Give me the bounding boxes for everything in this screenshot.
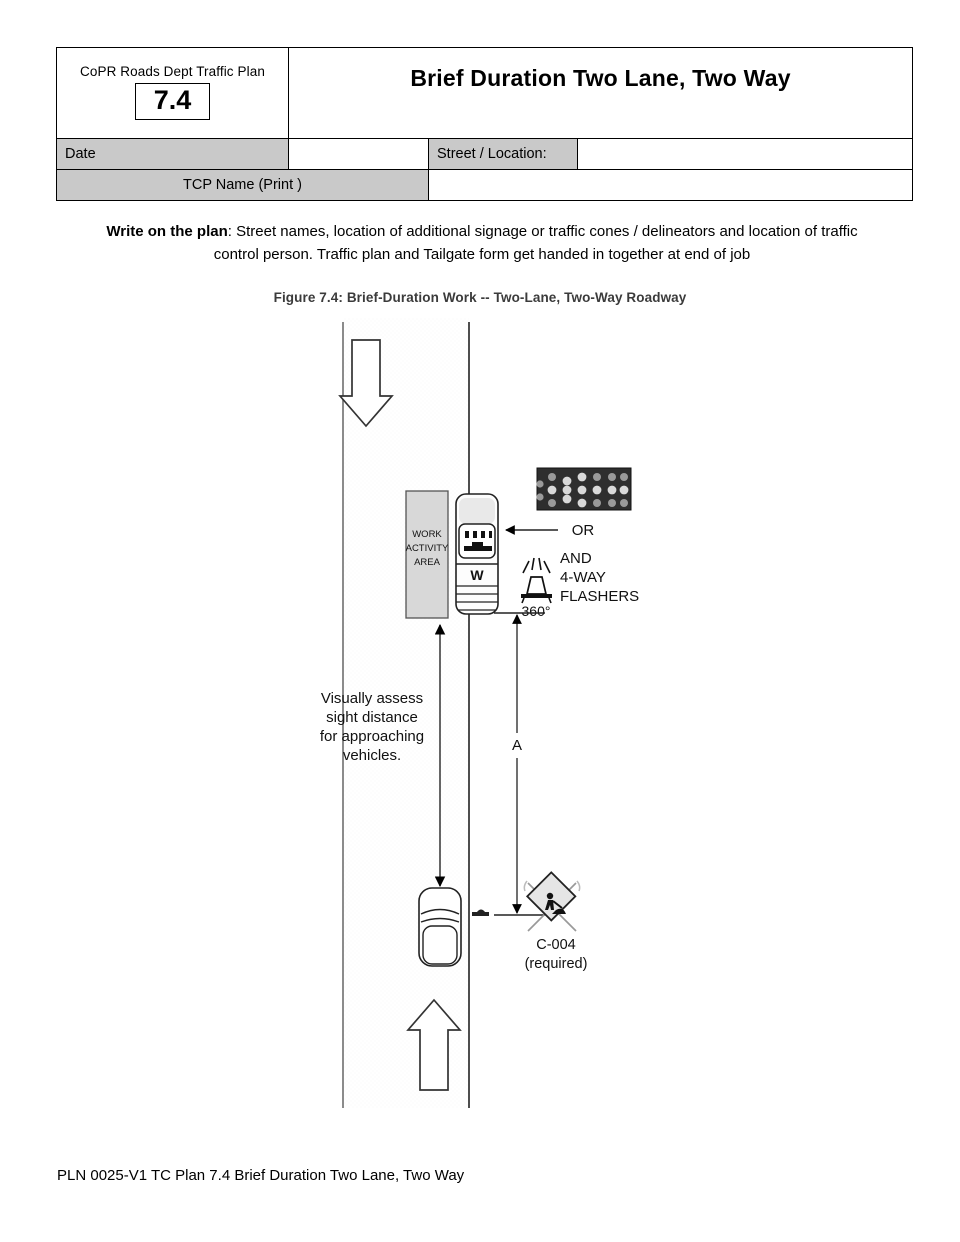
work-area-label-line1: WORK xyxy=(412,529,442,540)
header-date-row xyxy=(57,139,913,170)
work-activity-area xyxy=(406,491,449,618)
date-field[interactable] xyxy=(289,139,429,170)
header-tcp-row xyxy=(57,170,913,201)
sight-note-line2: sight distance xyxy=(326,709,418,726)
instructions-paragraph xyxy=(72,220,892,267)
page-title: Brief Duration Two Lane, Two Way xyxy=(410,65,791,91)
work-area-label-line2: ACTIVITY xyxy=(405,543,449,554)
pavement-marker-icon xyxy=(472,910,489,917)
sight-note-line1: Visually assess xyxy=(320,690,424,707)
instructions-bold-lead: Write on the plan xyxy=(106,223,228,240)
sight-note-line3: for approaching xyxy=(319,728,425,745)
traffic-control-diagram xyxy=(0,318,960,1118)
tcp-name-field[interactable] xyxy=(429,170,913,201)
tcp-name-label: TCP Name (Print ) xyxy=(57,170,429,201)
street-location-group xyxy=(429,139,913,170)
flashers-label-line2: FLASHERS xyxy=(560,588,640,605)
beacon-360-icon xyxy=(521,558,552,603)
plan-header-table xyxy=(56,47,913,201)
plan-caption: CoPR Roads Dept Traffic Plan xyxy=(80,64,265,80)
and-label: AND xyxy=(560,550,592,567)
figure-caption: Figure 7.4: Brief-Duration Work -- Two-Lane, Two-Way Roadway xyxy=(273,290,687,305)
c004-sign xyxy=(524,872,579,931)
plan-number: 7.4 xyxy=(135,83,211,120)
arrow-board-panel xyxy=(536,468,631,510)
plan-title-cell xyxy=(289,48,913,139)
flashers-label-line1: 4-WAY xyxy=(560,569,606,586)
street-location-field[interactable] xyxy=(578,139,913,169)
instructions-line-2: control person. Traffic plan and Tailgate form get handed in together at end of job xyxy=(213,246,751,264)
approaching-vehicle xyxy=(419,888,461,966)
truck-marking-label: W xyxy=(470,567,484,583)
header-title-row xyxy=(57,48,913,139)
street-location-label: Street / Location: xyxy=(429,139,578,169)
dimension-a xyxy=(494,613,545,915)
c004-sign-required: (required) xyxy=(524,956,588,972)
document-footer: PLN 0025-V1 TC Plan 7.4 Brief Duration Two Lane, Two Way xyxy=(57,1167,465,1184)
sight-note-line4: vehicles. xyxy=(342,747,402,764)
date-label: Date xyxy=(57,139,289,170)
work-area-label-line3: AREA xyxy=(414,557,440,568)
dimension-a-label: A xyxy=(511,737,523,754)
beacon-360-label: 360° xyxy=(521,603,551,619)
instructions-line-1: : Street names, location of additional signage or traffic cones / delineators and location of traffic xyxy=(227,223,858,240)
c004-sign-code: C-004 xyxy=(536,937,576,953)
work-truck xyxy=(456,494,498,614)
plan-number-cell xyxy=(57,48,289,139)
or-label: OR xyxy=(571,522,595,539)
